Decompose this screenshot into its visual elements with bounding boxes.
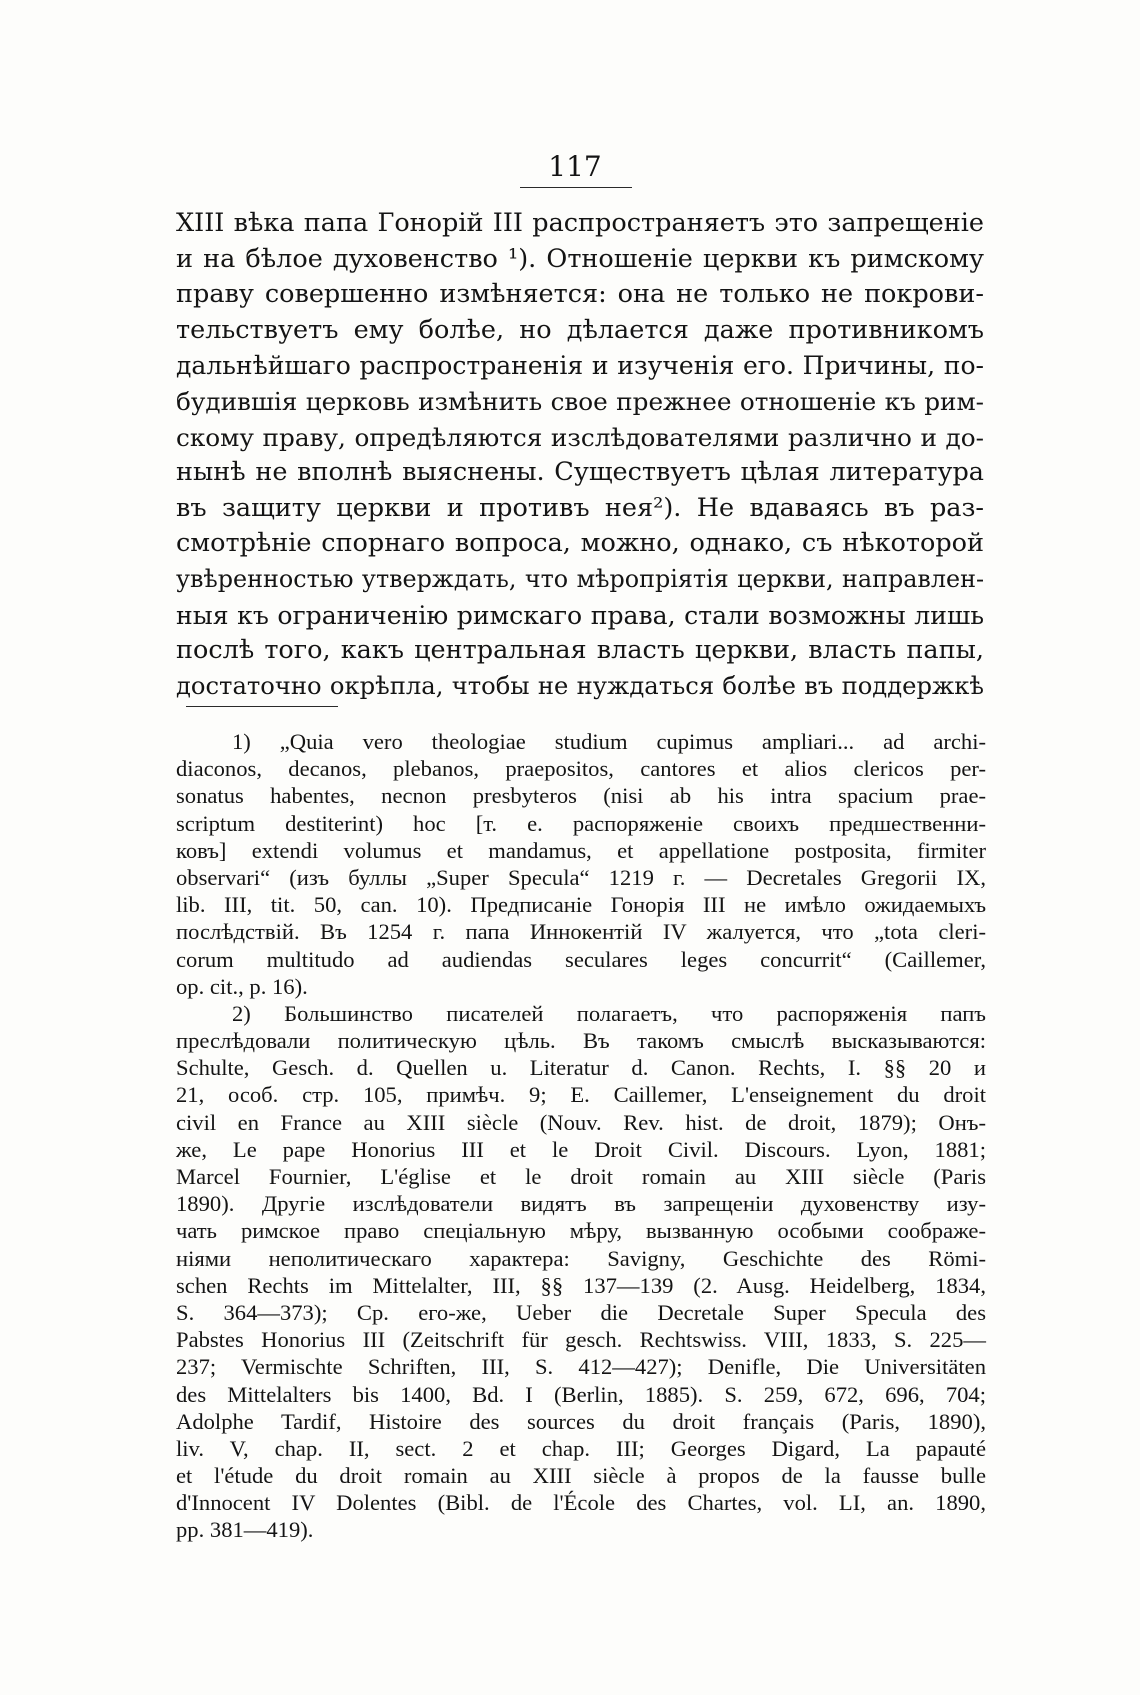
footnote-line: же, Le pape Honorius III et le Droit Civil. Discours. Lyon, 1881; xyxy=(176,1136,986,1162)
footnote-separator xyxy=(186,706,338,707)
main-text-line: дальнѣйшаго распространенія и изученія его. Причины, по- xyxy=(176,351,984,381)
main-text-line: тельствуетъ ему болѣе, но дѣлается даже противникомъ xyxy=(176,314,984,345)
footnote-line: schen Rechts im Mittelalter, III, §§ 137—139 (2. Ausg. Heidelberg, 1834, xyxy=(176,1272,986,1298)
footnote-line: послѣдствій. Въ 1254 г. папа Иннокентій IV жалуется, что „tota cleri- xyxy=(176,919,986,945)
main-text-line: смотрѣніе спорнаго вопроса, можно, однако, съ нѣкоторой xyxy=(176,528,984,559)
main-text xyxy=(176,206,984,704)
footnote-line: op. cit., p. 16). xyxy=(176,973,308,999)
footnote-line: 2) Большинство писателей полагаетъ, что распоряженія папъ xyxy=(232,1000,986,1026)
footnote-line: ковъ] extendi volumus et mandamus, et appellatione postposita, firmiter xyxy=(176,837,986,863)
main-text-line: XIII вѣка папа Гонорій III распространяетъ это запрещеніе xyxy=(176,208,984,238)
footnote-line: diaconos, decanos, plebanos, praepositos, cantores et alios clericos per- xyxy=(176,756,986,782)
footnote-line: civil en France au XIII siècle (Nouv. Rev. hist. de droit, 1879); Онъ- xyxy=(176,1109,986,1135)
footnote-line: 1890). Другіе изслѣдователи видятъ въ запрещеніи духовенству изу- xyxy=(176,1191,986,1217)
footnote-line: lib. III, tit. 50, can. 10). Предписаніе Гонорія III не имѣло ожидаемыхъ xyxy=(176,892,986,918)
main-text-line: достаточно окрѣпла, чтобы не нуждаться болѣе въ поддержкѣ xyxy=(176,671,984,700)
footnote-line: S. 364—373); Ср. его-же, Ueber die Decretale Super Specula des xyxy=(176,1299,986,1325)
footnote-line: corum multitudo ad audiendas seculares leges concurrit“ (Caillemer, xyxy=(176,946,986,972)
main-text-line: ныя къ ограниченію римскаго права, стали возможны лишь xyxy=(176,600,984,630)
page-number-rule xyxy=(520,187,632,188)
footnote-line: des Mittelalters bis 1400, Bd. I (Berlin, 1885). S. 259, 672, 696, 704; xyxy=(176,1381,986,1407)
page-number: 117 xyxy=(548,150,602,183)
footnote-line: d'Innocent IV Dolentes (Bibl. de l'École des Chartes, vol. LI, an. 1890, xyxy=(176,1490,986,1516)
main-text-line: нынѣ не вполнѣ выяснены. Существуетъ цѣлая литература xyxy=(176,457,984,488)
footnote-line: observari“ (изъ буллы „Super Specula“ 1219 г. — Decretales Gregorii IX, xyxy=(176,864,986,890)
footnote-line: scriptum destiterint) hoc [т. е. распоряженіе своихъ предшественни- xyxy=(176,810,986,836)
footnote-line: Pabstes Honorius III (Zeitschrift für gesch. Rechtswiss. VIII, 1833, S. 225— xyxy=(176,1327,986,1353)
footnote-2 xyxy=(176,1000,986,1544)
footnote-line: ніями неполитическаго характера: Savigny, Geschichte des Römi- xyxy=(176,1245,986,1271)
main-text-line: послѣ того, какъ центральная власть церкви, власть папы, xyxy=(176,635,984,666)
footnote-line: преслѣдовали политическую цѣль. Въ такомъ смыслѣ высказываются: xyxy=(176,1028,986,1054)
main-text-line: праву совершенно измѣняется: она не только не покрови- xyxy=(176,279,984,310)
footnote-1 xyxy=(176,728,986,1000)
footnote-line: 1) „Quia vero theologiae studium cupimus ampliari... ad archi- xyxy=(232,729,986,754)
footnote-line: Marcel Fournier, L'église et le droit romain au XIII siècle (Paris xyxy=(176,1164,986,1189)
main-text-line: и на бѣлое духовенство ¹). Отношеніе церкви къ римскому xyxy=(176,243,984,274)
footnote-line: et l'étude du droit romain au XIII siècle à propos de la fausse bulle xyxy=(176,1463,986,1489)
footnote-line: Schulte, Gesch. d. Quellen u. Literatur d. Canon. Rechts, I. §§ 20 и xyxy=(176,1055,986,1081)
footnote-line: liv. V, chap. II, sect. 2 et chap. III; Georges Digard, La papauté xyxy=(176,1435,986,1461)
footnote-line: sonatus habentes, necnon presbyteros (nisi ab his intra spacium prae- xyxy=(176,783,986,809)
main-text-line: скому праву, опредѣляются изслѣдователями различно и до- xyxy=(176,422,984,452)
footnote-line: Adolphe Tardif, Histoire des sources du droit français (Paris, 1890), xyxy=(176,1408,986,1434)
footnote-line: pp. 381—419). xyxy=(176,1517,314,1543)
main-text-line: увѣренностью утверждать, что мѣропріятія церкви, направлен- xyxy=(176,564,984,593)
footnote-line: чать римское право спеціальную мѣру, вызванную особыми соображе- xyxy=(176,1218,986,1244)
footnote-line: 21, особ. стр. 105, примѣч. 9; E. Caillemer, L'enseignement du droit xyxy=(176,1082,986,1108)
footnotes xyxy=(176,728,986,1544)
footnote-line: 237; Vermischte Schriften, III, S. 412—427); Denifle, Die Universitäten xyxy=(176,1354,986,1380)
main-text-line: будившія церковь измѣнить свое прежнее отношеніе къ рим- xyxy=(176,386,984,416)
main-text-line: въ защиту церкви и противъ нея²). Не вдаваясь въ раз- xyxy=(176,492,984,523)
